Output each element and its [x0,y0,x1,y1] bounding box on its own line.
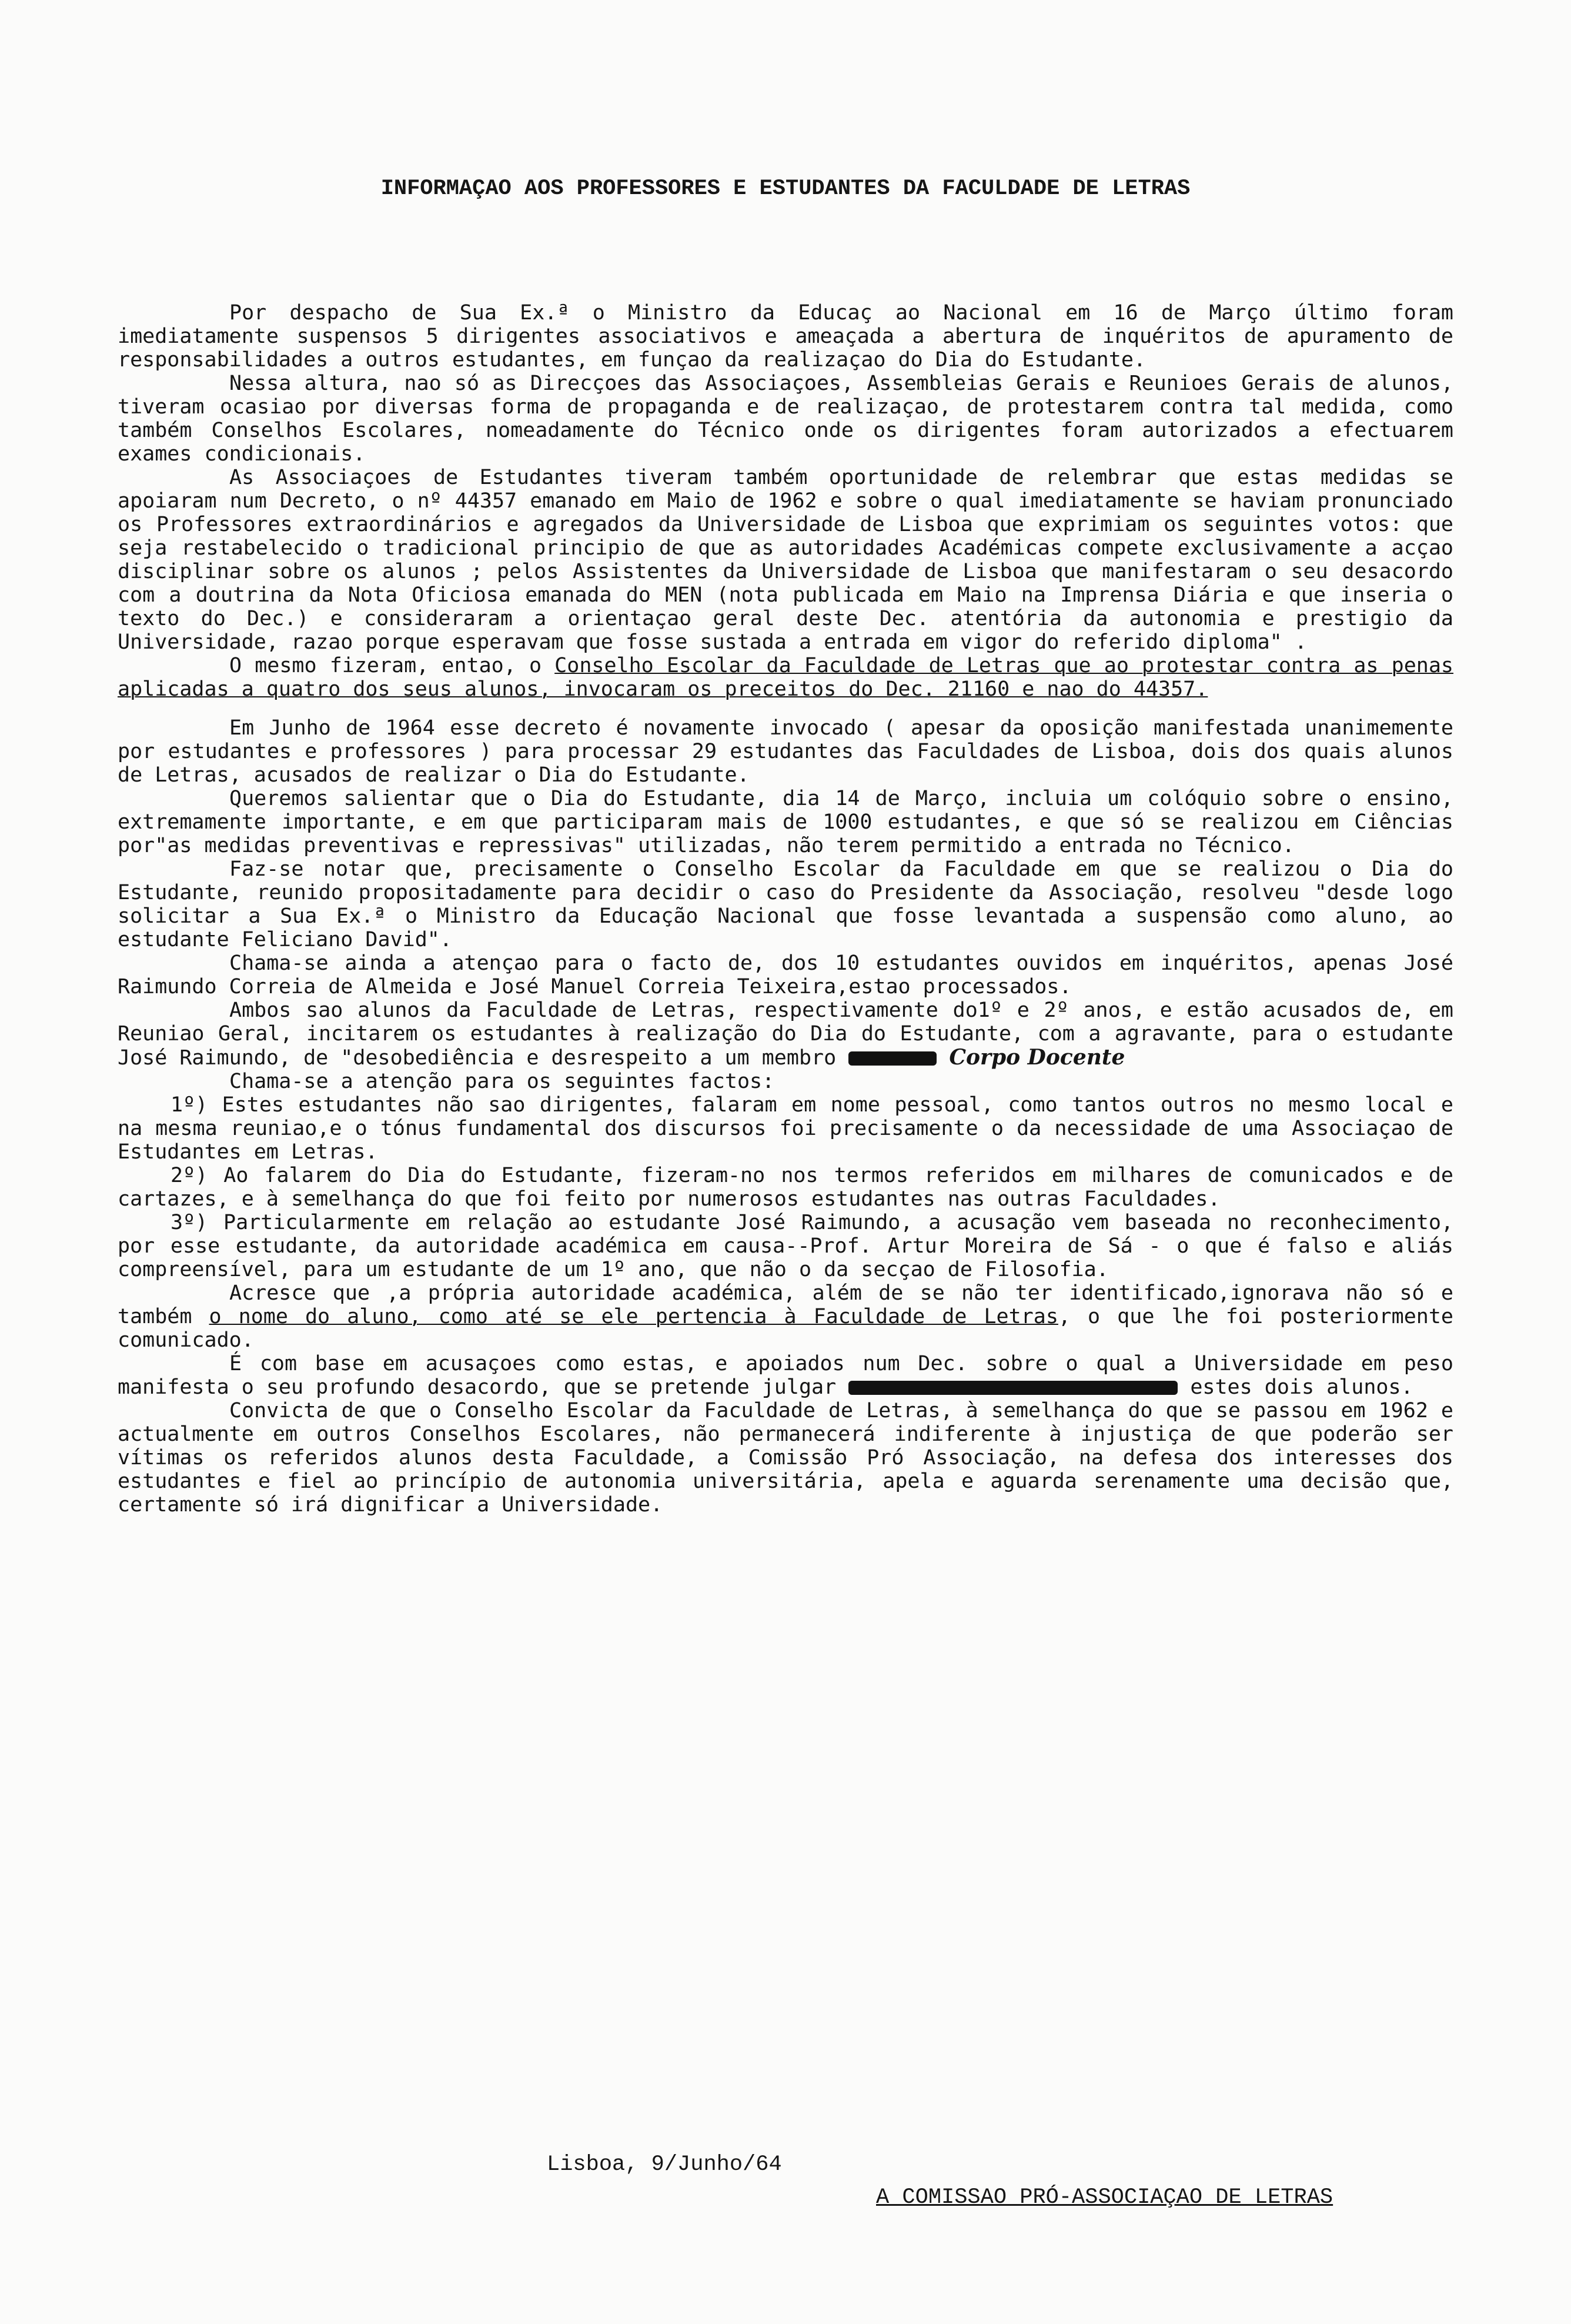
paragraph-2: Nessa altura, nao só as Direcçoes das Associaçoes, Assembleias Gerais e Reunioes Gerais de alunos, tiveram ocasiao por diversas forma de propaganda e de realizaçao, de protestarem contra tal medida, como também Conselhos Escolares, nomeadamente do Técnico onde os dirigentes foram autorizados a efectuarem exames condicionais. [118,372,1453,466]
paragraph-10: Chama-se a atenção para os seguintes factos: [229,1070,775,1093]
paragraph-14-end: , o que lhe foi posteriormente comunicado. [118,1305,1454,1352]
paragraph-9 [118,999,1453,1070]
handwritten-note: Corpo Docente [949,1045,1125,1070]
paragraph-9-start: Ambos sao alunos da Faculdade de Letras, respectivamente do1º e 2º anos, e estão acusados de, em Reuniao Geral, incitarem os estudantes à realização do Dia do Estudante, com a agravante, para o estudante José Raimundo, de "desobediência e desrespeito a um membro [118,999,1453,1070]
paragraph-14 [118,1281,1453,1352]
document-body [118,301,1453,1517]
place-date: Lisboa, 9/Junho/64 [547,2152,782,2177]
redaction-mark-2 [848,1381,1178,1395]
signature-committee: A COMISSAO PRÓ-ASSOCIAÇAO DE LETRAS [876,2185,1333,2210]
paragraph-1: Por despacho de Sua Ex.ª o Ministro da Educaç ao Nacional em 16 de Março último foram imediatamente suspensos 5 dirigentes associativos e ameaçada a abertura de inquéritos de apuramento de responsabilidades a outros estudantes, em funçao da realizaçao do Dia do Estudante. [118,301,1453,372]
paragraph-7: Faz-se notar que, precisamente o Conselho Escolar da Faculdade em que se realizou o Dia do Estudante, reunido propositadamente para decidir o caso do Presidente da Associação, resolveu "desde logo solicitar a Sua Ex.ª o Ministro da Educação Nacional que fosse levantada a suspensão como aluno, ao estudante Feliciano David". [118,857,1453,951]
paragraph-3: As Associaçoes de Estudantes tiveram também oportunidade de relembrar que estas medidas se apoiaram num Decreto, o nº 44357 emanado em Maio de 1962 e sobre o qual imediatamente se haviam pronunciado os Professores extraordinários e agregados da Universidade de Lisboa que exprimiam os seguintes votos: que seja restabelecido o tradicional principio de que as autoridades Académicas compete exclusivamente a acçao disciplinar sobre os alunos ; pelos Assistentes da Universidade de Lisboa que manifestaram o seu desacordo com a doutrina da Nota Oficiosa emanada do MEN (nota publicada em Maio na Imprensa Diária e que inseria o texto do Dec.) e consideraram a orientaçao geral deste Dec. atentória da autonomia e prestigio da Universidade, razao porque esperavam que fosse sustada a entrada em vigor do referido diploma" . [118,466,1453,654]
paragraph-4 [118,654,1453,701]
paragraph-8: Chama-se ainda a atençao para o facto de, dos 10 estudantes ouvidos em inquéritos, apenas José Raimundo Correia de Almeida e José Manuel Correia Teixeira,estao processados. [118,951,1453,999]
paragraph-5: Em Junho de 1964 esse decreto é novamente invocado ( apesar da oposição manifestada unanimemente por estudantes e professores ) para processar 29 estudantes das Faculdades de Lisboa, dois dos quais alunos de Letras, acusados de realizar o Dia do Estudante. [118,716,1453,787]
paragraph-4-start: O mesmo fizeram, entao, o [229,654,555,677]
paragraph-16: Convicta de que o Conselho Escolar da Faculdade de Letras, à semelhança do que se passou em 1962 e actualmente em outros Conselhos Escolares, não permanecerá indiferente à injustiça de que poderão ser vítimas os referidos alunos desta Faculdade, a Comissão Pró Associação, na defesa dos interesses dos estudantes e fiel ao princípio de autonomia universitária, apela e aguarda serenamente uma decisão que, certamente só irá dignificar a Universidade. [118,1399,1453,1517]
paragraph-6: Queremos salientar que o Dia do Estudante, dia 14 de Março, incluia um colóquio sobre o ensino, extremamente importante, e em que participaram mais de 1000 estudantes, e que só se realizou em Ciências por"as medidas preventivas e repressivas" utilizadas, não terem permitido a entrada no Técnico. [118,787,1453,857]
paragraph-11: 1º) Estes estudantes não sao dirigentes, falaram em nome pessoal, como tantos outros no mesmo local e na mesma reuniao,e o tónus fundamental dos discursos foi precisamente o da necessidade de uma Associaçao de Estudantes em Letras. [118,1093,1453,1164]
paragraph-15-end: estes dois alunos. [1190,1375,1413,1399]
paragraph-12: 2º) Ao falarem do Dia do Estudante, fizeram-no nos termos referidos em milhares de comunicados e de cartazes, e à semelhança do que foi feito por numerosos estudantes nas outras Faculdades. [118,1164,1453,1211]
paragraph-15-start: É com base em acusaçoes como estas, e apoiados num Dec. sobre o qual a Universidade em peso manifesta o seu profundo desacordo, que se pretende julgar [118,1352,1453,1399]
document-title: INFORMAÇAO AOS PROFESSORES E ESTUDANTES DA FACULDADE DE LETRAS [380,176,1191,201]
redaction-mark [848,1051,937,1066]
paragraph-4-underlined: Conselho Escolar da Faculdade de Letras que ao protestar contra as penas aplicadas a quatro dos seus alunos, invocaram os preceitos do Dec. 21160 e nao do 44357. [118,654,1453,701]
paragraph-14-start: Acresce que ,a própria autoridade académica, além de se não ter identificado,ignorava não só e também [118,1281,1453,1328]
paragraph-14-underlined: o nome do aluno, como até se ele pertencia à Faculdade de Letras [209,1305,1058,1328]
paragraph-13: 3º) Particularmente em relação ao estudante José Raimundo, a acusação vem baseada no reconhecimento, por esse estudante, da autoridade académica em causa--Prof. Artur Moreira de Sá - o que é falso e aliás compreensível, para um estudante de um 1º ano, que não o da secçao de Filosofia. [118,1211,1453,1281]
paragraph-15 [118,1352,1453,1399]
